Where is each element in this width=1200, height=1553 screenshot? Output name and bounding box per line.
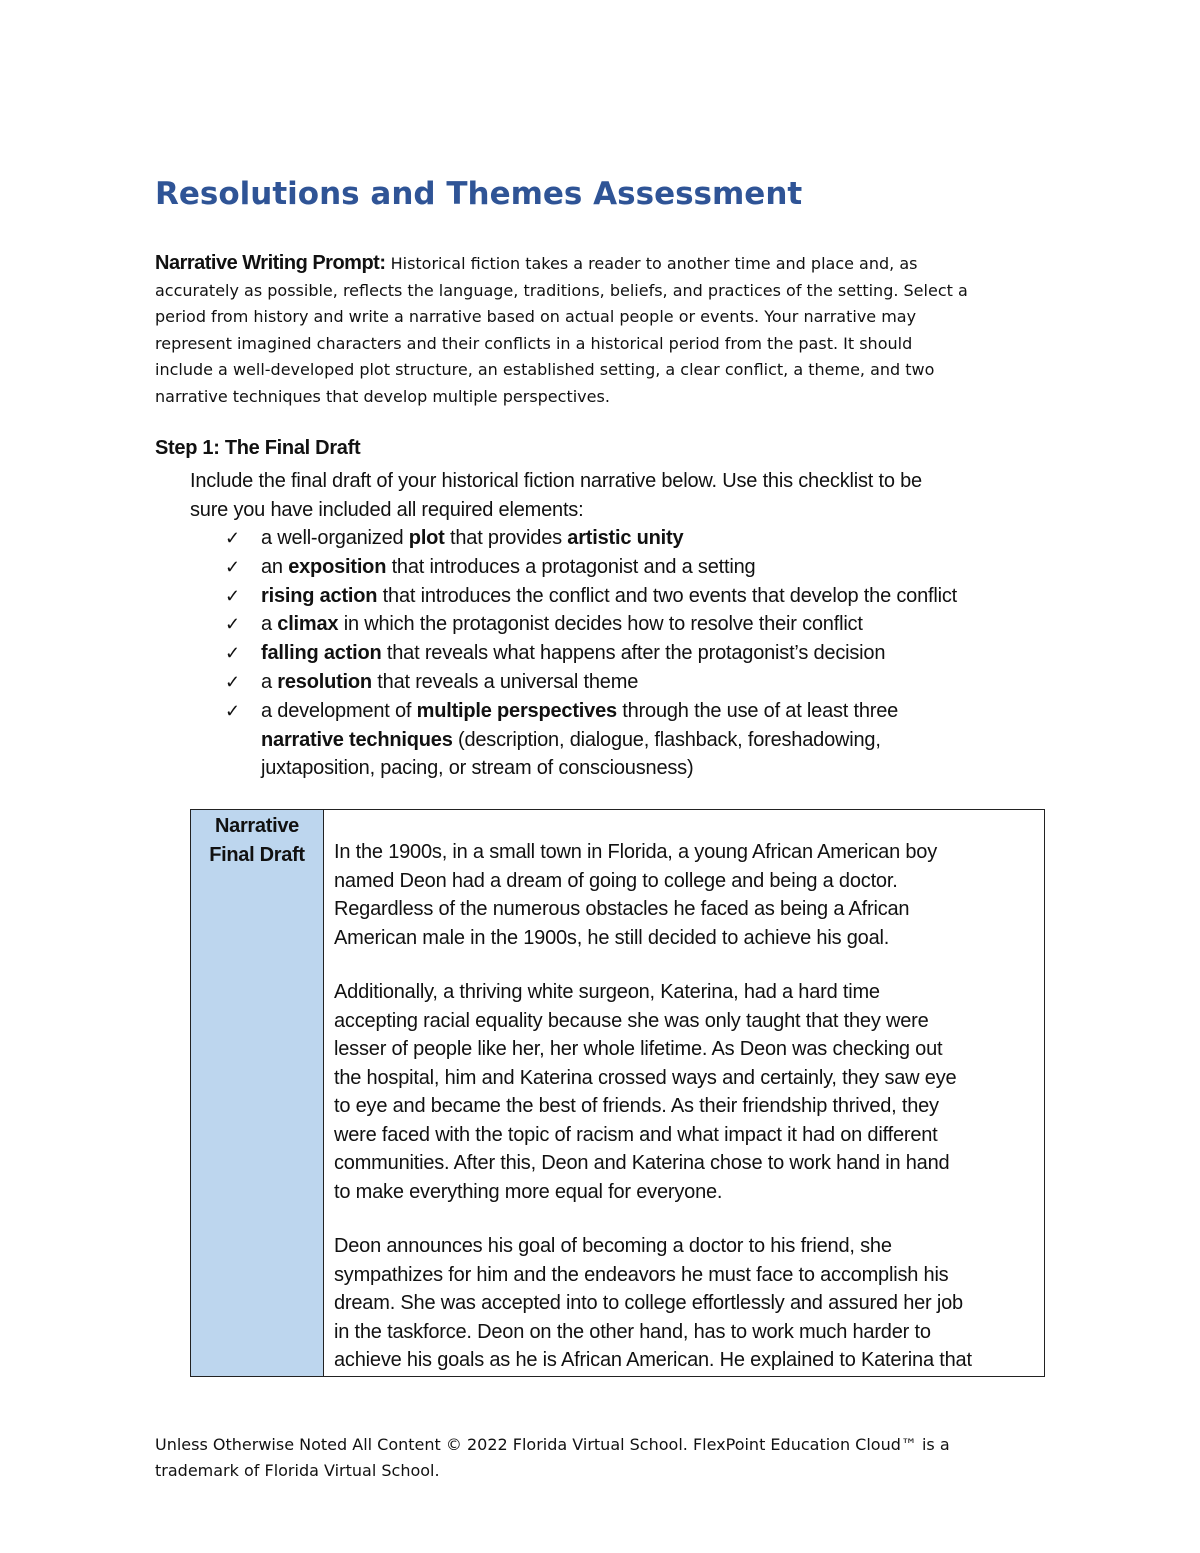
footer-line: trademark of Florida Virtual School. <box>155 1461 440 1480</box>
step-intro <box>190 467 922 524</box>
checklist-text: in which the protagonist decides how to resolve their conflict <box>338 613 863 636</box>
checkmark-icon: ✓ <box>225 700 240 721</box>
narrative-paragraph <box>334 1232 1044 1375</box>
narrative-table <box>190 809 1045 1377</box>
checklist-line <box>261 754 957 783</box>
checklist-text: (description, dialogue, flashback, foreshadowing, <box>452 728 881 751</box>
checklist-line <box>261 726 957 755</box>
narrative-line: the hospital, him and Katerina crossed ways and certainly, they saw eye <box>334 1066 957 1089</box>
checklist-text: an <box>261 555 289 578</box>
narrative-line: to make everything more equal for everyone. <box>334 1180 723 1203</box>
checkmark-icon: ✓ <box>225 528 240 548</box>
checklist-text: that introduces a protagonist and a setting <box>386 555 756 578</box>
checklist-text: that reveals a universal theme <box>371 670 639 693</box>
header-line: Narrative <box>214 815 300 837</box>
page-title: Resolutions and Themes Assessment <box>155 176 803 212</box>
narrative-paragraph <box>334 838 1044 952</box>
writing-prompt <box>155 250 1055 411</box>
narrative-paragraph <box>334 978 1044 1206</box>
narrative-line: named Deon had a dream of going to college and being a doctor. <box>334 869 898 892</box>
checklist-item <box>225 697 957 783</box>
key-term: plot <box>408 527 445 549</box>
checkmark-icon: ✓ <box>225 614 240 635</box>
checklist-text: a <box>261 670 278 693</box>
narrative-line: In the 1900s, in a small town in Florida, a young African American boy <box>334 841 938 863</box>
checkmark-icon: ✓ <box>225 671 240 692</box>
intro-line: sure you have included all required elements: <box>190 498 584 521</box>
prompt-line: include a well-developed plot structure, an established setting, a clear conflict, a theme, and two <box>155 360 935 380</box>
checklist-text: a development of <box>261 699 417 722</box>
checklist-item <box>225 610 957 639</box>
prompt-line: narrative techniques that develop multiple perspectives. <box>155 386 610 406</box>
checklist-line <box>261 524 957 553</box>
checklist-text: that reveals what happens after the protagonist’s decision <box>381 642 886 665</box>
narrative-line: lesser of people like her, her whole lifetime. As Deon was checking out <box>334 1038 943 1060</box>
prompt-label: Narrative Writing Prompt: <box>155 252 386 274</box>
key-term: narrative techniques <box>261 728 453 751</box>
key-term: artistic unity <box>567 527 684 549</box>
header-line: Final Draft <box>209 843 305 866</box>
narrative-text-cell <box>324 810 1044 1376</box>
narrative-line: were faced with the topic of racism and what impact it had on different <box>334 1123 938 1146</box>
checklist-text: that provides <box>444 527 568 549</box>
checklist-text: juxtaposition, pacing, or stream of consciousness) <box>261 757 694 780</box>
checklist-line <box>261 610 957 639</box>
checklist-line <box>261 668 957 697</box>
prompt-line: represent imagined characters and their conflicts in a historical period from the past. It should <box>155 333 913 353</box>
key-term: rising action <box>261 584 378 607</box>
key-term: climax <box>277 613 339 636</box>
narrative-line: dream. She was accepted into to college effortlessly and assured her job <box>334 1292 963 1314</box>
checklist-line <box>261 697 957 726</box>
checklist-item <box>225 524 957 553</box>
checklist-item <box>225 553 957 582</box>
narrative-line: in the taskforce. Deon on the other hand, has to work much harder to <box>334 1320 931 1343</box>
checklist-line <box>261 639 957 668</box>
checklist-line <box>261 582 957 611</box>
narrative-line: achieve his goals as he is African American. He explained to Katerina that <box>334 1349 972 1371</box>
prompt-line: accurately as possible, reflects the language, traditions, beliefs, and practices of the setting. Select a <box>155 280 968 300</box>
narrative-line: Regardless of the numerous obstacles he faced as being a African <box>334 898 910 920</box>
checklist-item <box>225 639 957 668</box>
requirements-checklist <box>225 524 957 783</box>
checklist-text: a well-organized <box>261 527 409 549</box>
key-term: falling action <box>261 642 382 665</box>
table-header-cell <box>191 810 324 1376</box>
narrative-line: Additionally, a thriving white surgeon, Katerina, had a hard time <box>334 981 880 1003</box>
checklist-item <box>225 582 957 611</box>
key-term: exposition <box>288 555 387 578</box>
narrative-line: to eye and became the best of friends. As their friendship thrived, they <box>334 1095 939 1117</box>
prompt-line: period from history and write a narrative based on actual people or events. Your narrative may <box>155 307 917 327</box>
footer <box>155 1432 950 1484</box>
narrative-line: American male in the 1900s, he still decided to achieve his goal. <box>334 926 890 949</box>
key-term: multiple perspectives <box>416 699 617 722</box>
checklist-item <box>225 668 957 697</box>
checkmark-icon: ✓ <box>225 585 240 606</box>
intro-line: Include the final draft of your historical fiction narrative below. Use this checklist to be <box>190 470 922 492</box>
checklist-line <box>261 553 957 582</box>
checklist-text: a <box>261 613 278 636</box>
checklist-text: that introduces the conflict and two events that develop the conflict <box>377 584 958 607</box>
narrative-line: accepting racial equality because she was only taught that they were <box>334 1009 929 1032</box>
checkmark-icon: ✓ <box>225 643 240 664</box>
key-term: resolution <box>277 670 372 693</box>
prompt-line: Historical fiction takes a reader to another time and place and, as <box>385 254 918 273</box>
checkmark-icon: ✓ <box>225 556 240 577</box>
footer-line: Unless Otherwise Noted All Content © 2022 Florida Virtual School. FlexPoint Education Cloud™ is a <box>155 1435 950 1454</box>
narrative-line: sympathizes for him and the endeavors he must face to accomplish his <box>334 1263 949 1286</box>
narrative-line: Deon announces his goal of becoming a doctor to his friend, she <box>334 1235 892 1257</box>
checklist-text: through the use of at least three <box>616 699 899 722</box>
step-heading: Step 1: The Final Draft <box>155 437 361 459</box>
narrative-line: communities. After this, Deon and Katerina chose to work hand in hand <box>334 1152 950 1174</box>
